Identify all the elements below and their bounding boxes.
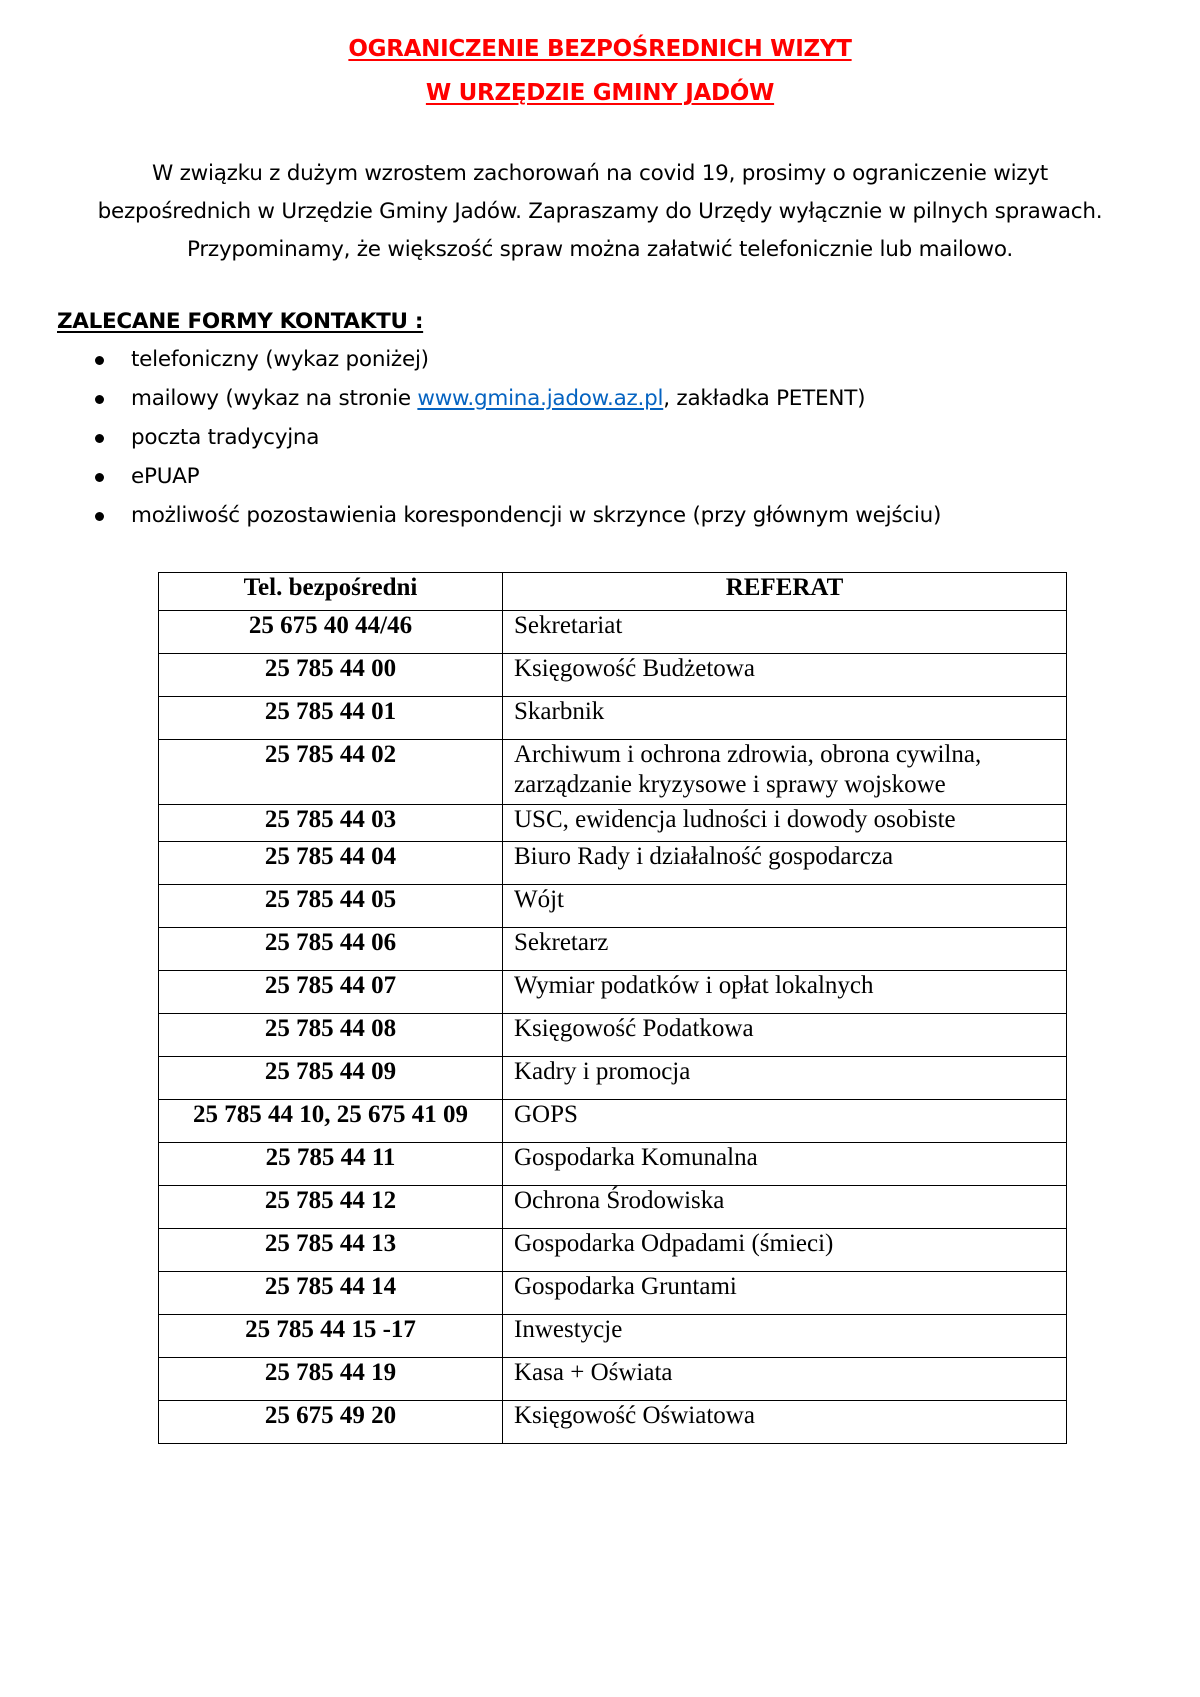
phone-number: 25 785 44 01 bbox=[159, 697, 503, 740]
table-row bbox=[159, 885, 1067, 928]
department-name: Kasa + Oświata bbox=[503, 1358, 1067, 1401]
header-dept: REFERAT bbox=[503, 573, 1067, 611]
department-name: Kadry i promocja bbox=[503, 1057, 1067, 1100]
table-row bbox=[159, 971, 1067, 1014]
phone-number: 25 785 44 15 -17 bbox=[159, 1315, 503, 1358]
phone-number: 25 785 44 00 bbox=[159, 654, 503, 697]
table-row bbox=[159, 1143, 1067, 1186]
table-row bbox=[159, 697, 1067, 740]
contact-item-text: telefoniczny (wykaz poniżej) bbox=[131, 347, 429, 372]
table-row bbox=[159, 1229, 1067, 1272]
table-row bbox=[159, 1014, 1067, 1057]
phone-number: 25 785 44 08 bbox=[159, 1014, 503, 1057]
bullet-icon bbox=[95, 356, 104, 365]
contact-forms-heading: ZALECANE FORMY KONTAKTU : bbox=[57, 309, 424, 334]
contact-item-post bbox=[57, 423, 941, 462]
contact-item-text: poczta tradycyjna bbox=[131, 425, 320, 450]
table-row bbox=[159, 1100, 1067, 1143]
phone-number: 25 785 44 19 bbox=[159, 1358, 503, 1401]
bullet-icon bbox=[95, 395, 104, 404]
contact-item-text: możliwość pozostawienia korespondencji w skrzynce (przy głównym wejściu) bbox=[131, 503, 942, 528]
intro-line-2: bezpośrednich w Urzędzie Gminy Jadów. Zapraszamy do Urzędy wyłącznie w pilnych sprawach. bbox=[97, 199, 1103, 224]
intro-line-3: Przypominamy, że większość spraw można załatwić telefonicznie lub mailowo. bbox=[186, 237, 1013, 262]
department-name: Wymiar podatków i opłat lokalnych bbox=[503, 971, 1067, 1014]
bullet-icon bbox=[95, 473, 104, 482]
table-header-row bbox=[159, 573, 1067, 611]
department-name-line-2: zarządzanie kryzysowe i sprawy wojskowe bbox=[514, 771, 946, 798]
department-name: Księgowość Budżetowa bbox=[503, 654, 1067, 697]
table-row bbox=[159, 1401, 1067, 1444]
department-name: Wójt bbox=[503, 885, 1067, 928]
phone-number: 25 785 44 10, 25 675 41 09 bbox=[159, 1100, 503, 1143]
phone-number: 25 675 40 44/46 bbox=[159, 611, 503, 654]
department-name bbox=[503, 740, 1067, 805]
table-row bbox=[159, 1186, 1067, 1229]
contact-item-mailbox bbox=[57, 501, 941, 540]
phone-number: 25 785 44 14 bbox=[159, 1272, 503, 1315]
department-name: Gospodarka Gruntami bbox=[503, 1272, 1067, 1315]
department-name: Inwestycje bbox=[503, 1315, 1067, 1358]
table-row bbox=[159, 842, 1067, 885]
department-name: Ochrona Środowiska bbox=[503, 1186, 1067, 1229]
phone-number: 25 785 44 02 bbox=[159, 740, 503, 805]
intro-line-1: W związku z dużym wzrostem zachorowań na covid 19, prosimy o ograniczenie wizyt bbox=[152, 161, 1048, 186]
department-name: Księgowość Oświatowa bbox=[503, 1401, 1067, 1444]
phone-number: 25 785 44 12 bbox=[159, 1186, 503, 1229]
department-name: Sekretarz bbox=[503, 928, 1067, 971]
phone-directory-table bbox=[158, 572, 1067, 1444]
department-name: Biuro Rady i działalność gospodarcza bbox=[503, 842, 1067, 885]
table-row bbox=[159, 1315, 1067, 1358]
department-name: Gospodarka Komunalna bbox=[503, 1143, 1067, 1186]
contact-item-epuap bbox=[57, 462, 941, 501]
phone-number: 25 785 44 03 bbox=[159, 805, 503, 842]
header-tel: Tel. bezpośredni bbox=[159, 573, 503, 611]
contact-item-email bbox=[57, 384, 941, 423]
table-row bbox=[159, 1272, 1067, 1315]
phone-number: 25 785 44 07 bbox=[159, 971, 503, 1014]
phone-number: 25 785 44 11 bbox=[159, 1143, 503, 1186]
department-name: GOPS bbox=[503, 1100, 1067, 1143]
contact-item-text-before: mailowy (wykaz na stronie bbox=[131, 386, 418, 411]
contact-item-text: ePUAP bbox=[131, 464, 200, 489]
table-row bbox=[159, 611, 1067, 654]
bullet-icon bbox=[95, 434, 104, 443]
department-name: Sekretariat bbox=[503, 611, 1067, 654]
table-row bbox=[159, 928, 1067, 971]
department-name: Skarbnik bbox=[503, 697, 1067, 740]
table-row bbox=[159, 654, 1067, 697]
department-name: Księgowość Podatkowa bbox=[503, 1014, 1067, 1057]
phone-number: 25 785 44 09 bbox=[159, 1057, 503, 1100]
contact-item-text-after: , zakładka PETENT) bbox=[663, 386, 866, 411]
department-name: Gospodarka Odpadami (śmieci) bbox=[503, 1229, 1067, 1272]
phone-number: 25 785 44 06 bbox=[159, 928, 503, 971]
bullet-icon bbox=[95, 512, 104, 521]
phone-number: 25 785 44 05 bbox=[159, 885, 503, 928]
table-row bbox=[159, 740, 1067, 805]
department-name-line-1: Archiwum i ochrona zdrowia, obrona cywilna, bbox=[514, 741, 982, 768]
website-link[interactable]: www.gmina.jadow.az.pl bbox=[417, 386, 664, 411]
notice-title-line-1: OGRANICZENIE BEZPOŚREDNICH WIZYT bbox=[348, 36, 852, 62]
phone-number: 25 785 44 13 bbox=[159, 1229, 503, 1272]
notice-title-line-2: W URZĘDZIE GMINY JADÓW bbox=[425, 80, 775, 106]
phone-number: 25 785 44 04 bbox=[159, 842, 503, 885]
contact-forms-list bbox=[57, 345, 941, 540]
contact-item-phone bbox=[57, 345, 941, 384]
department-name: USC, ewidencja ludności i dowody osobiste bbox=[503, 805, 1067, 842]
table-row bbox=[159, 805, 1067, 842]
phone-number: 25 675 49 20 bbox=[159, 1401, 503, 1444]
table-row bbox=[159, 1057, 1067, 1100]
intro-paragraph bbox=[40, 155, 1160, 269]
table-row bbox=[159, 1358, 1067, 1401]
